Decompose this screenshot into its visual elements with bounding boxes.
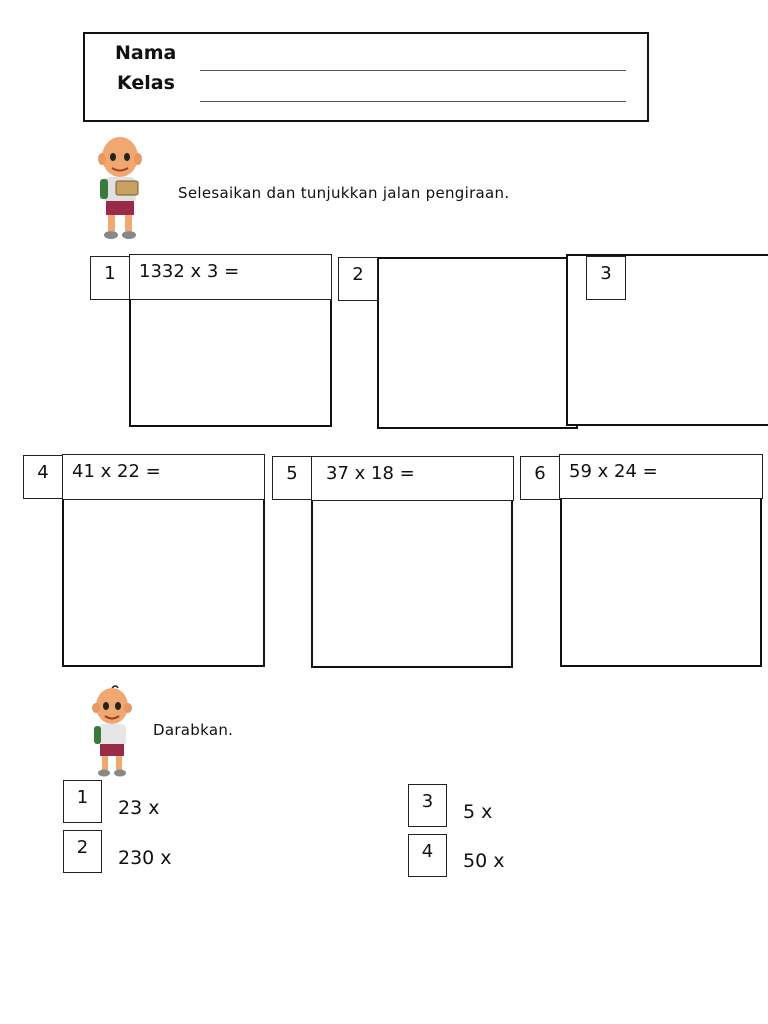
problem-number-5: 5	[272, 456, 312, 500]
item-text-1: 23 x	[118, 797, 160, 819]
student-info-box	[83, 32, 649, 122]
problem-number-2: 2	[338, 257, 378, 301]
item-number-3: 3	[408, 784, 447, 827]
problem-number-6: 6	[520, 456, 560, 500]
item-text-2: 230 x	[118, 847, 172, 869]
instruction-text-2: Darabkan.	[153, 721, 234, 739]
answer-box-1[interactable]	[129, 287, 332, 427]
boy-with-tablet-icon	[92, 133, 148, 241]
class-input-line[interactable]	[200, 101, 626, 102]
problem-expression-1: 1332 x 3 =	[129, 254, 332, 300]
problem-number-3: 3	[586, 256, 626, 300]
problem-expression-4: 41 x 22 =	[62, 454, 265, 500]
item-text-4: 50 x	[463, 850, 505, 872]
problem-number-4: 4	[23, 455, 63, 499]
class-label: Kelas	[117, 72, 175, 94]
item-number-1: 1	[63, 780, 102, 823]
answer-box-5[interactable]	[311, 488, 513, 668]
name-label: Nama	[115, 42, 177, 64]
item-text-3: 5 x	[463, 801, 493, 823]
item-number-2: 2	[63, 830, 102, 873]
problem-number-1: 1	[90, 256, 130, 300]
item-number-4: 4	[408, 834, 447, 877]
boy-waving-icon	[88, 684, 136, 780]
name-input-line[interactable]	[200, 70, 626, 71]
problem-expression-6: 59 x 24 =	[559, 454, 763, 499]
answer-box-2[interactable]	[377, 257, 578, 429]
problem-expression-5: 37 x 18 =	[311, 456, 514, 501]
answer-box-4[interactable]	[62, 488, 265, 667]
answer-box-6[interactable]	[560, 488, 762, 667]
instruction-text: Selesaikan dan tunjukkan jalan pengiraan.	[178, 184, 510, 202]
